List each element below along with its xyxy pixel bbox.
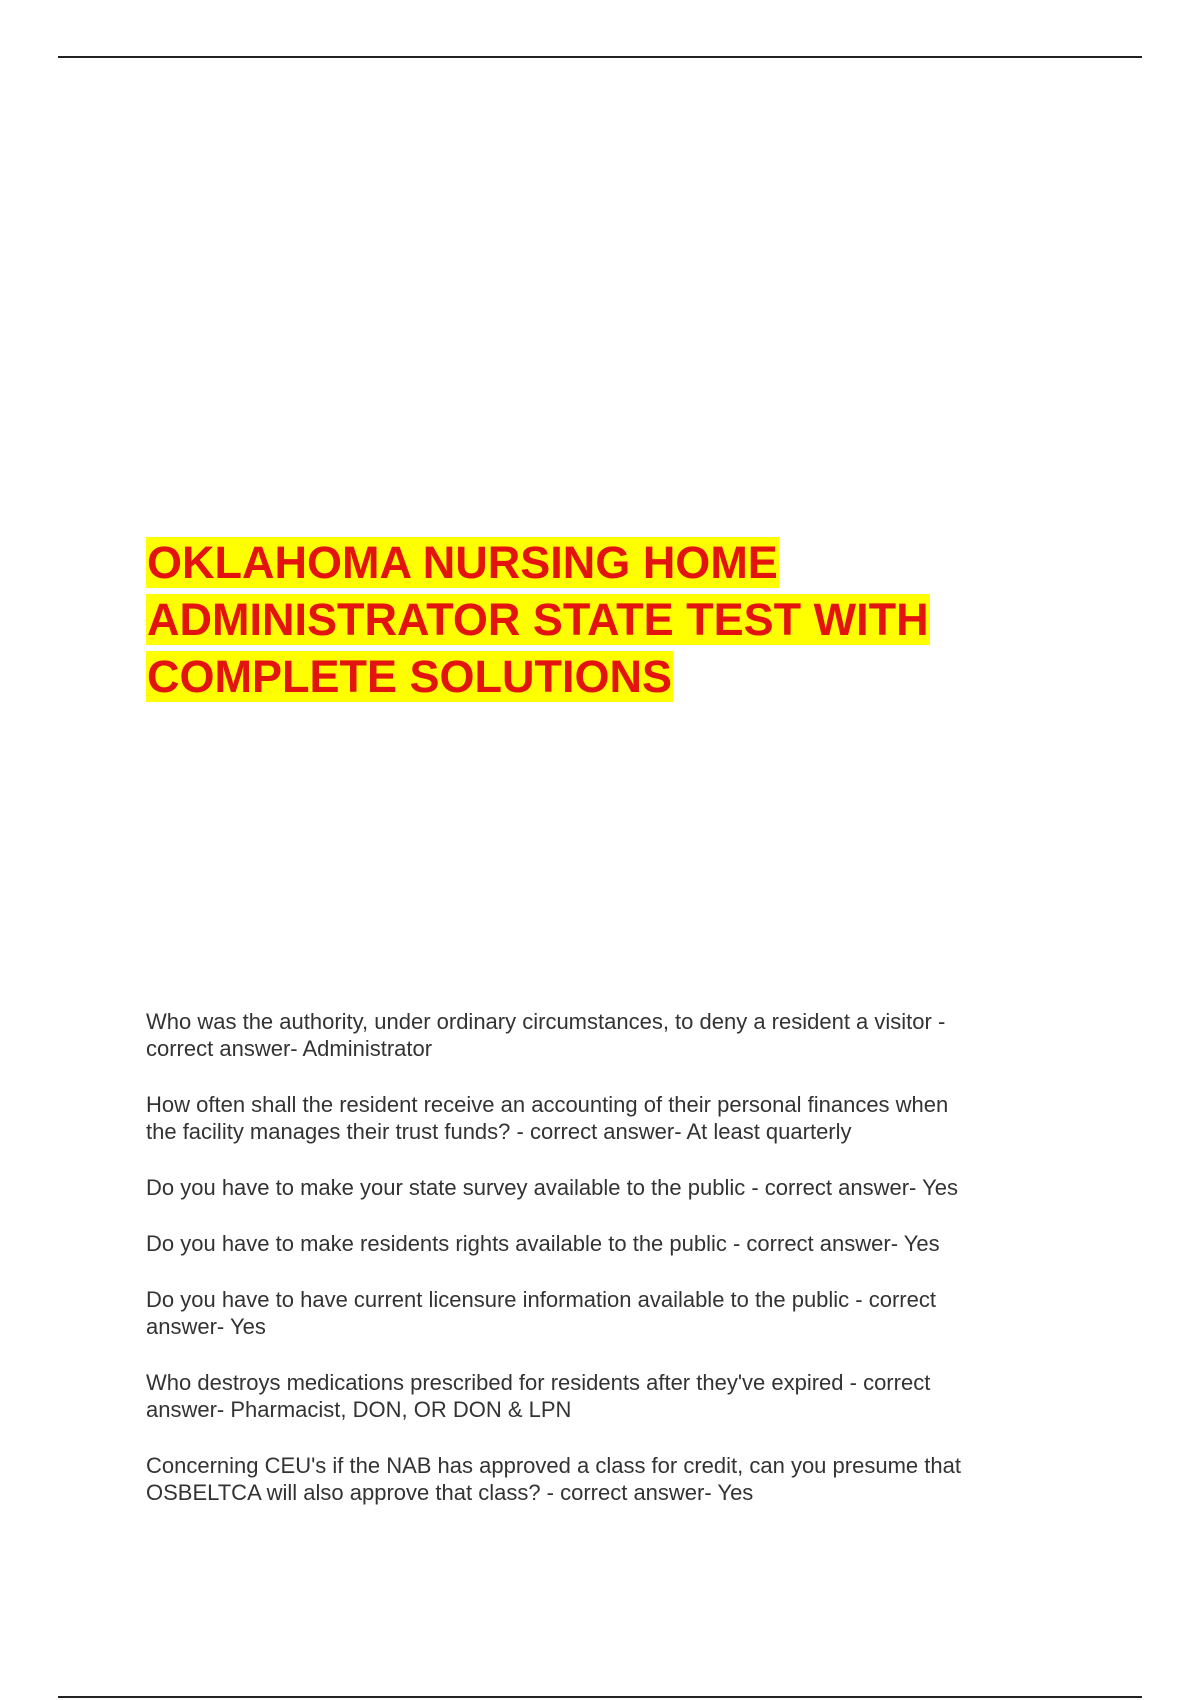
qa-item: Who destroys medications prescribed for residents after they've expired - correct answer- Pharmacist, DON, OR DON & LPN bbox=[146, 1370, 931, 1422]
qa-item: How often shall the resident receive an accounting of their personal finances when the facility manages their trust funds? - correct answer- At least quarterly bbox=[146, 1092, 949, 1144]
title-line: OKLAHOMA NURSING HOME bbox=[147, 537, 778, 588]
title-line: COMPLETE SOLUTIONS bbox=[147, 651, 673, 702]
question-answer-list bbox=[146, 1008, 1076, 1535]
title-line: ADMINISTRATOR STATE TEST WITH bbox=[147, 594, 929, 645]
qa-item: Do you have to have current licensure information available to the public - correct answer- Yes bbox=[146, 1287, 936, 1339]
top-rule bbox=[58, 56, 1142, 58]
qa-item: Who was the authority, under ordinary circumstances, to deny a resident a visitor - correct answer- Administrator bbox=[146, 1009, 946, 1061]
qa-item: Concerning CEU's if the NAB has approved a class for credit, can you presume that OSBELTCA will also approve that class? - correct answer- Yes bbox=[146, 1453, 961, 1505]
document-title bbox=[146, 534, 1046, 705]
qa-item: Do you have to make residents rights available to the public - correct answer- Yes bbox=[146, 1231, 940, 1256]
qa-item: Do you have to make your state survey available to the public - correct answer- Yes bbox=[146, 1175, 958, 1200]
bottom-rule bbox=[58, 1696, 1142, 1698]
